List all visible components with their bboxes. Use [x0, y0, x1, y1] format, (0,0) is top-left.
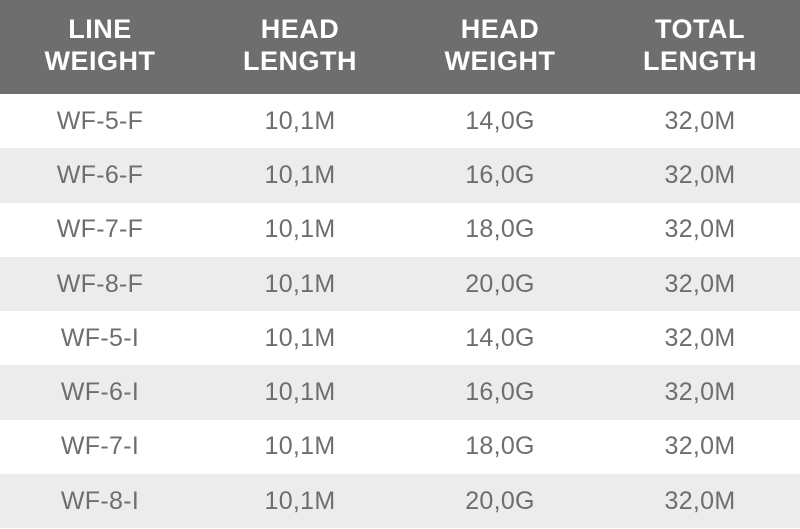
column-header-head-length — [200, 0, 400, 94]
cell-total-length: 32,0M — [600, 94, 800, 148]
cell-head-weight: 18,0G — [400, 203, 600, 257]
header-row — [0, 0, 800, 94]
cell-head-weight: 20,0G — [400, 474, 600, 528]
table-row — [0, 257, 800, 311]
column-header-line-weight-line2: WEIGHT — [44, 46, 156, 76]
table-body — [0, 94, 800, 528]
cell-head-length: 10,1M — [200, 148, 400, 202]
column-header-head-weight-line2: WEIGHT — [444, 46, 556, 76]
cell-head-length: 10,1M — [200, 257, 400, 311]
cell-total-length: 32,0M — [600, 203, 800, 257]
cell-head-weight: 18,0G — [400, 420, 600, 474]
table-row — [0, 420, 800, 474]
cell-line-weight: WF-5-F — [0, 94, 200, 148]
cell-line-weight: WF-8-I — [0, 474, 200, 528]
cell-total-length: 32,0M — [600, 420, 800, 474]
column-header-total-length — [600, 0, 800, 94]
cell-head-length: 10,1M — [200, 94, 400, 148]
cell-head-length: 10,1M — [200, 311, 400, 365]
cell-head-length: 10,1M — [200, 203, 400, 257]
cell-line-weight: WF-5-I — [0, 311, 200, 365]
column-header-head-length-line2: LENGTH — [243, 46, 357, 76]
column-header-head-weight-line1: HEAD — [460, 14, 540, 45]
table-row — [0, 365, 800, 419]
cell-total-length: 32,0M — [600, 257, 800, 311]
cell-total-length: 32,0M — [600, 365, 800, 419]
cell-line-weight: WF-6-F — [0, 148, 200, 202]
column-header-total-length-line2: LENGTH — [643, 46, 757, 76]
cell-total-length: 32,0M — [600, 474, 800, 528]
cell-head-length: 10,1M — [200, 474, 400, 528]
cell-head-weight: 16,0G — [400, 365, 600, 419]
table-row — [0, 148, 800, 202]
table-header — [0, 0, 800, 94]
column-header-head-weight — [400, 0, 600, 94]
cell-head-weight: 14,0G — [400, 94, 600, 148]
table-row — [0, 94, 800, 148]
column-header-line-weight-line1: LINE — [68, 14, 132, 45]
column-header-line-weight — [0, 0, 200, 94]
cell-head-weight: 16,0G — [400, 148, 600, 202]
cell-line-weight: WF-7-F — [0, 203, 200, 257]
cell-line-weight: WF-7-I — [0, 420, 200, 474]
table-row — [0, 311, 800, 365]
table-row — [0, 474, 800, 528]
table-row — [0, 203, 800, 257]
cell-head-length: 10,1M — [200, 420, 400, 474]
cell-line-weight: WF-8-F — [0, 257, 200, 311]
column-header-head-length-line1: HEAD — [260, 14, 340, 45]
cell-head-weight: 20,0G — [400, 257, 600, 311]
cell-head-length: 10,1M — [200, 365, 400, 419]
column-header-total-length-line1: TOTAL — [655, 14, 745, 45]
cell-head-weight: 14,0G — [400, 311, 600, 365]
cell-total-length: 32,0M — [600, 148, 800, 202]
cell-total-length: 32,0M — [600, 311, 800, 365]
cell-line-weight: WF-6-I — [0, 365, 200, 419]
